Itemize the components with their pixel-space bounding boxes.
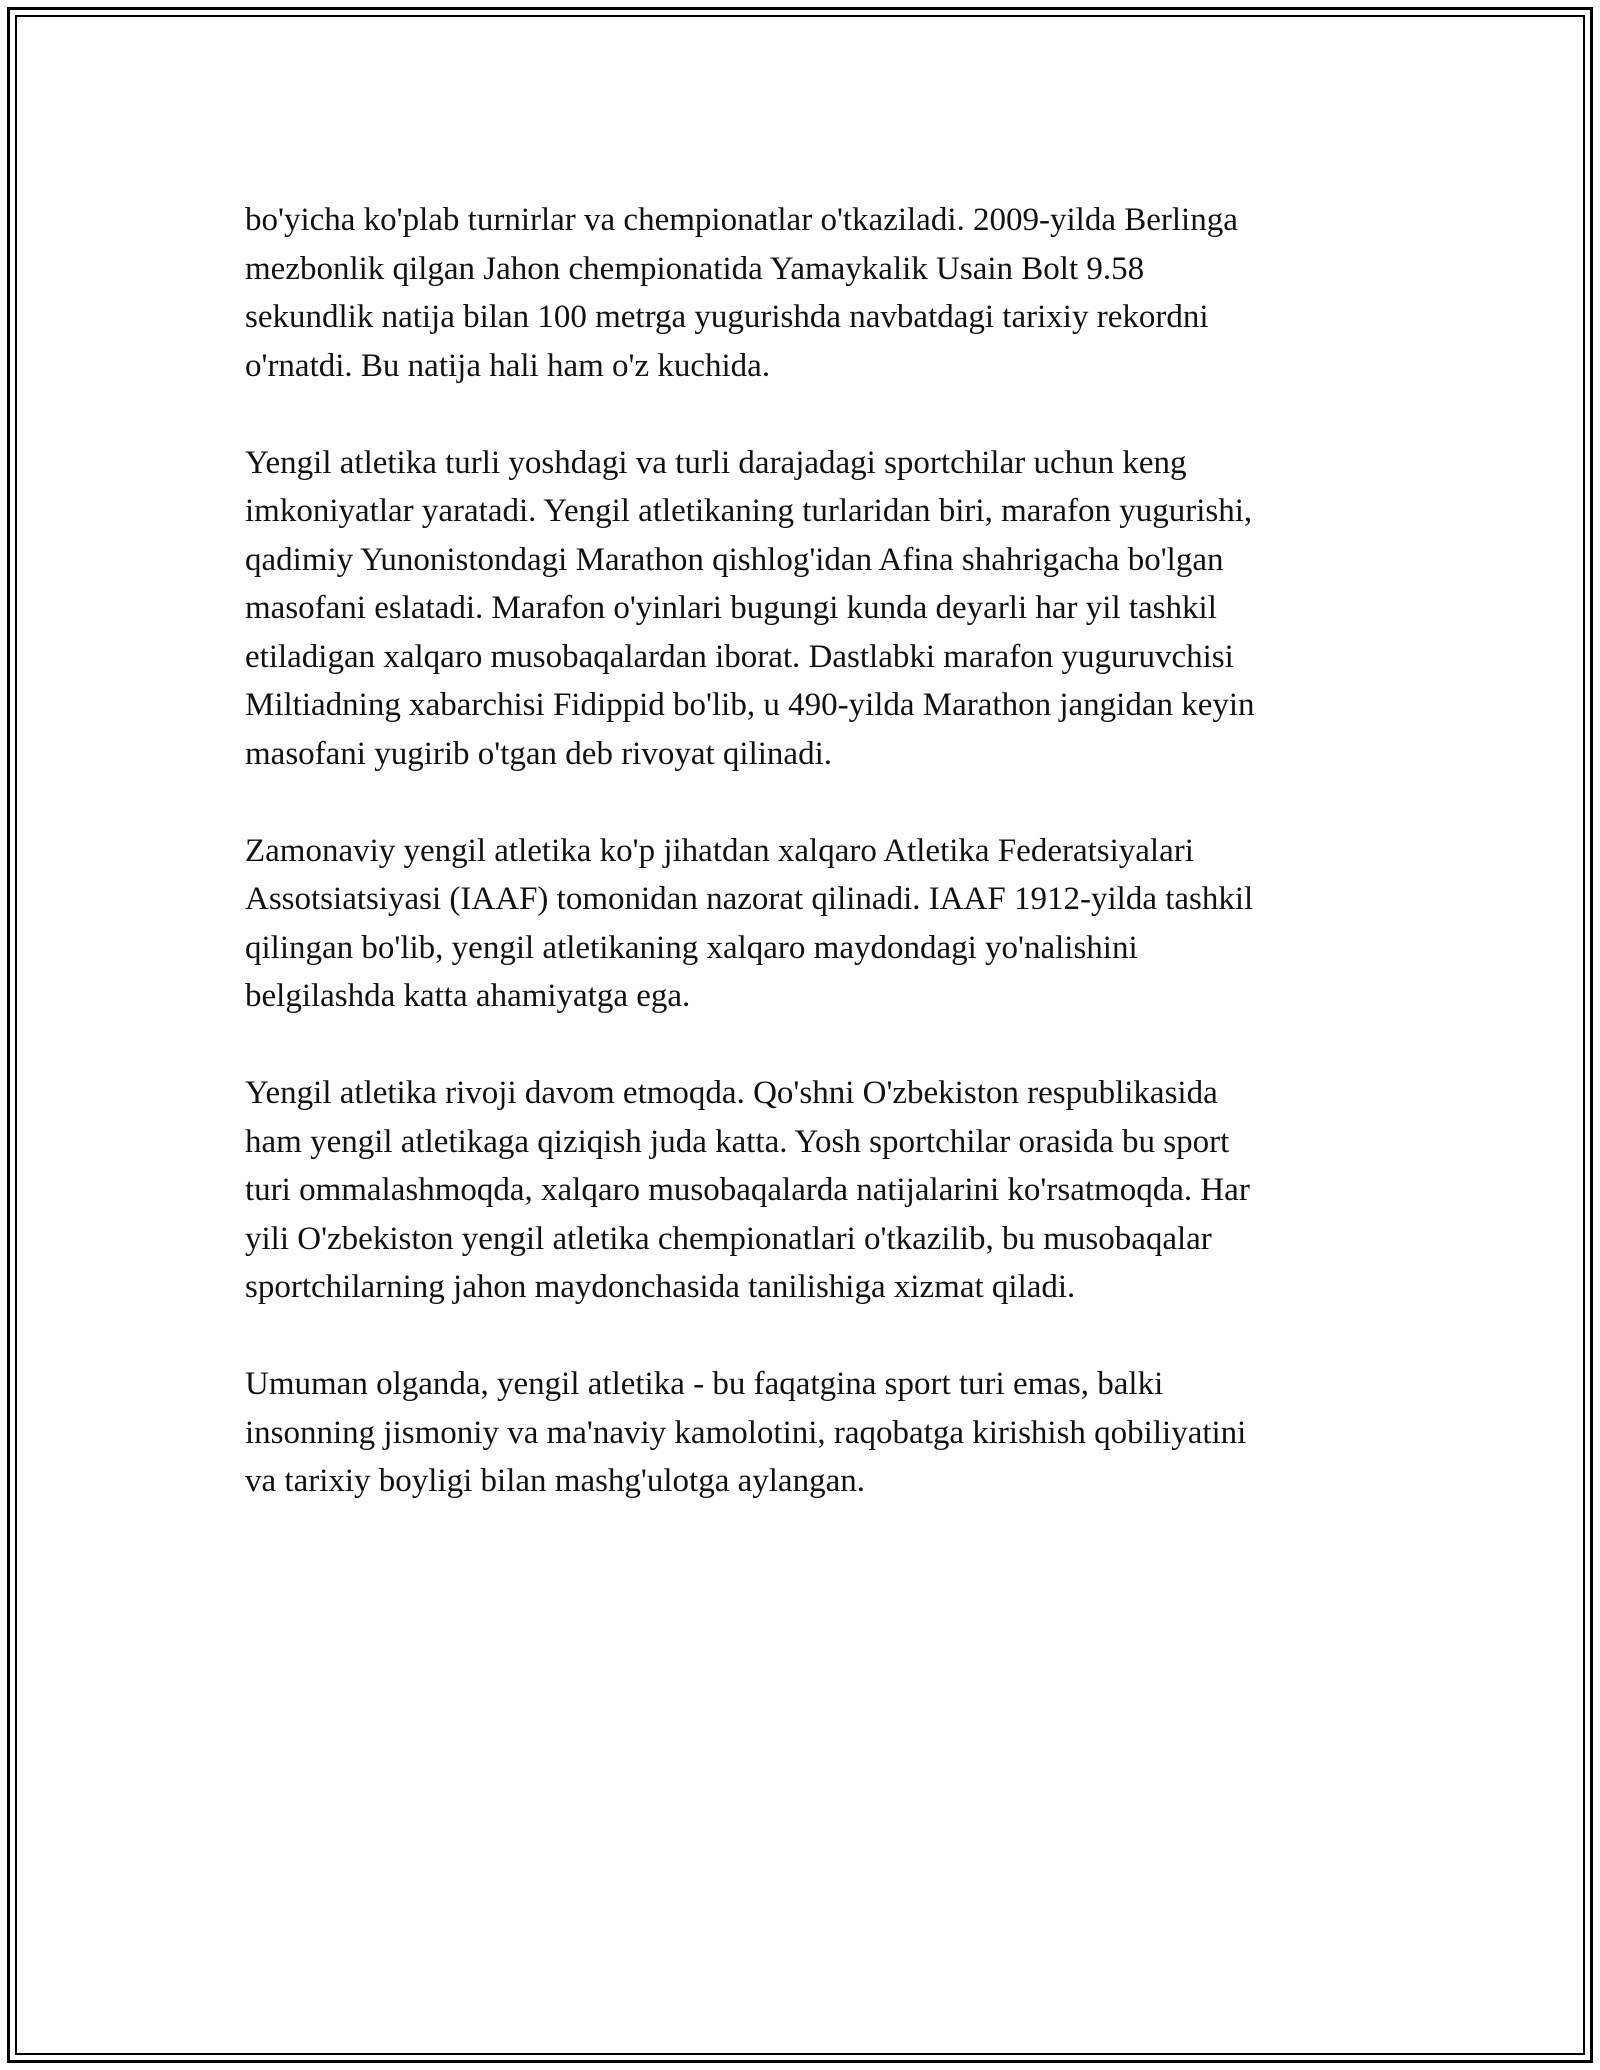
paragraph [245,439,1375,779]
text-line: masofani yugirib o'tgan deb rivoyat qilinadi. [245,735,832,772]
text-line: belgilashda katta ahamiyatga ega. [245,978,691,1014]
document-body [245,196,1375,1554]
text-line: Yengil atletika rivoji davom etmoqda. Qo'shni O'zbekiston respublikasida [245,1075,1218,1111]
text-line: ham yengil atletikaga qiziqish juda katta. Yosh sportchilar orasida bu sport [245,1123,1230,1160]
text-line: Umuman olganda, yengil atletika - bu faqatgina sport turi emas, balki [245,1366,1164,1402]
text-line: turi ommalashmoqda, xalqaro musobaqalarda natijalarini ko'rsatmoqda. Har [245,1172,1250,1208]
text-line: sekundlik natija bilan 100 metrga yugurishda navbatdagi tarixiy rekordni [245,299,1209,335]
text-line: insonning jismoniy va ma'naviy kamolotini, raqobatga kirishish qobiliyatini [245,1414,1247,1451]
document-page [7,7,1593,2063]
text-line: bo'yicha ko'plab turnirlar va chempionatlar o'tkaziladi. 2009-yilda Berlinga [245,202,1238,238]
text-line: qilingan bo'lib, yengil atletikaning xalqaro maydondagi yo'nalishini [245,929,1138,966]
text-line: imkoniyatlar yaratadi. Yengil atletikaning turlaridan biri, marafon yugurishi, [245,493,1253,529]
text-line: yili O'zbekiston yengil atletika chempionatlari o'tkazilib, bu musobaqalar [245,1220,1212,1257]
text-line: etiladigan xalqaro musobaqalardan iborat. Dastlabki marafon yuguruvchisi [245,638,1234,675]
text-line: qadimiy Yunonistondagi Marathon qishlog'idan Afina shahrigacha bo'lgan [245,541,1224,578]
paragraph [245,1360,1375,1506]
text-line: Zamonaviy yengil atletika ko'p jihatdan xalqaro Atletika Federatsiyalari [245,832,1194,869]
paragraph [245,1069,1375,1312]
text-line: masofani eslatadi. Marafon o'yinlari bugungi kunda deyarli har yil tashkil [245,590,1217,626]
text-line: va tarixiy boyligi bilan mashg'ulotga aylangan. [245,1463,865,1499]
text-line: Miltiadning xabarchisi Fidippid bo'lib, u 490-yilda Marathon jangidan keyin [245,687,1255,723]
paragraph [245,827,1375,1021]
paragraph [245,196,1375,390]
text-line: mezbonlik qilgan Jahon chempionatida Yamaykalik Usain Bolt 9.58 [245,250,1145,287]
text-line: Assotsiatsiyasi (IAAF) tomonidan nazorat qilinadi. IAAF 1912-yilda tashkil [245,881,1254,917]
text-line: sportchilarning jahon maydonchasida tanilishiga xizmat qiladi. [245,1269,1076,1305]
text-line: o'rnatdi. Bu natija hali ham o'z kuchida. [245,347,771,384]
text-line: Yengil atletika turli yoshdagi va turli darajadagi sportchilar uchun keng [245,444,1187,481]
